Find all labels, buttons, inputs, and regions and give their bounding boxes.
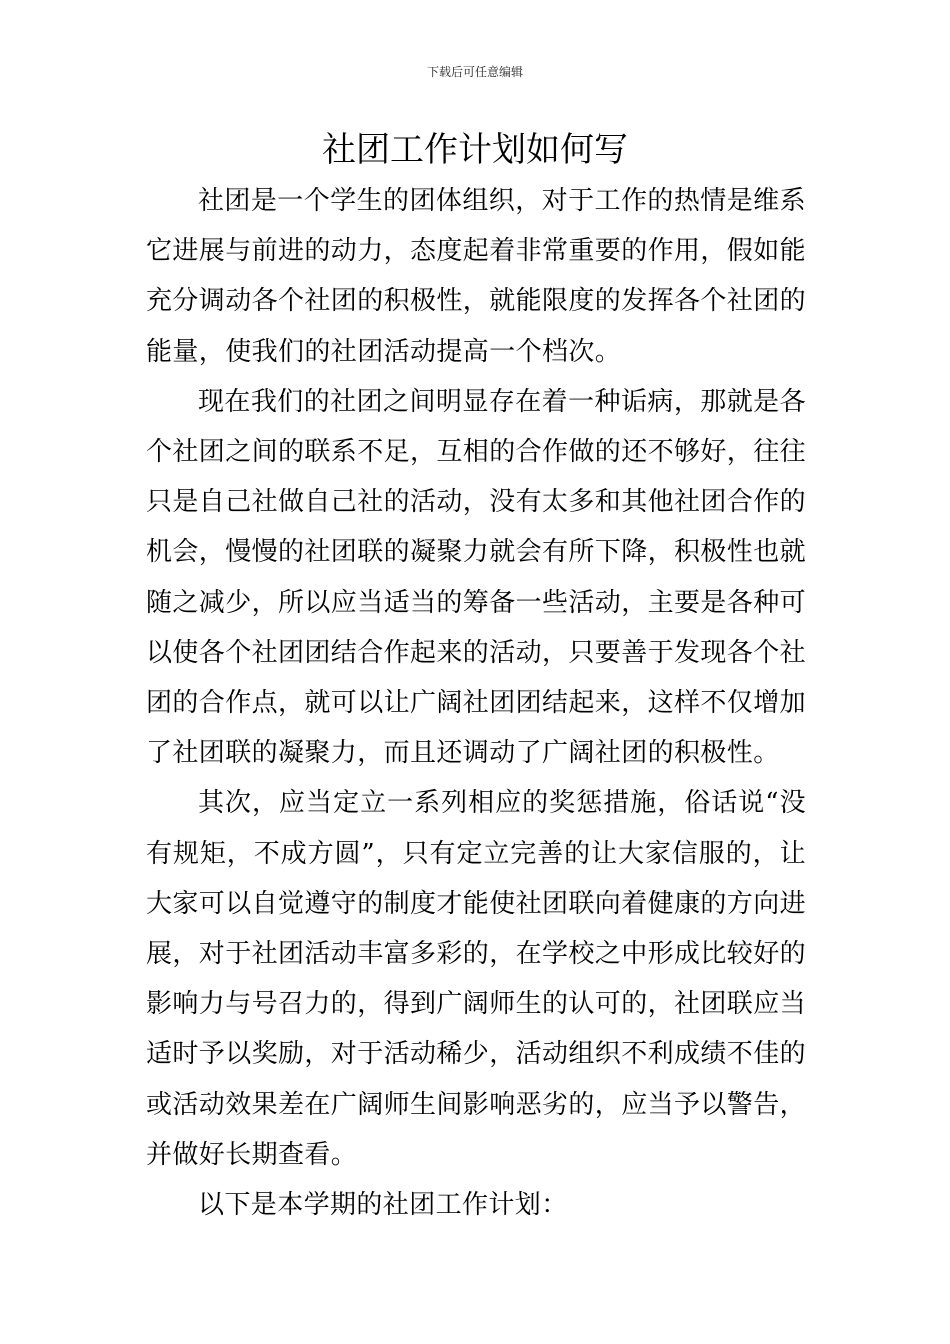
- paragraph-intro: 社团是一个学生的团体组织，对于工作的热情是维系它进展与前进的动力，态度起着非常重要的作用，假如能充分调动各个社团的积极性，就能限度的发挥各个社团的能量，使我们的社团活动提高一个档次。: [146, 186, 807, 367]
- document-title: 社团工作计划如何写: [322, 130, 628, 170]
- paragraph-rewards: 其次，应当定立一系列相应的奖惩措施，俗话说“没有规矩，不成方圆”，只有定立完善的让大家信服的，让大家可以自觉遵守的制度才能使社团联向着健康的方向进展，对于社团活动丰富多彩的，在学校之中形成比较好的影响力与号召力的，得到广阔师生的认可的，社团联应当适时予以奖励，对于活动稀少，活动组织不利成绩不佳的或活动效果差在广阔师生间影响恶劣的，应当予以警告，并做好长期查看。: [146, 788, 807, 1170]
- paragraph-problem: 现在我们的社团之间明显存在着一种诟病，那就是各个社团之间的联系不足，互相的合作做的还不够好，往往只是自己社做自己社的活动，没有太多和其他社团合作的机会，慢慢的社团联的凝聚力就会有所下降，积极性也就随之减少，所以应当适当的筹备一些活动，主要是各种可以使各个社团团结合作起来的活动，只要善于发现各个社团的合作点，就可以让广阔社团团结起来，这样不仅增加了社团联的凝聚力，而且还调动了广阔社团的积极性。: [146, 386, 807, 769]
- document-body: [146, 176, 806, 1230]
- paragraph-plan-intro: 以下是本学期的社团工作计划：: [198, 1190, 568, 1221]
- header-note: 下载后可任意编辑: [426, 65, 523, 79]
